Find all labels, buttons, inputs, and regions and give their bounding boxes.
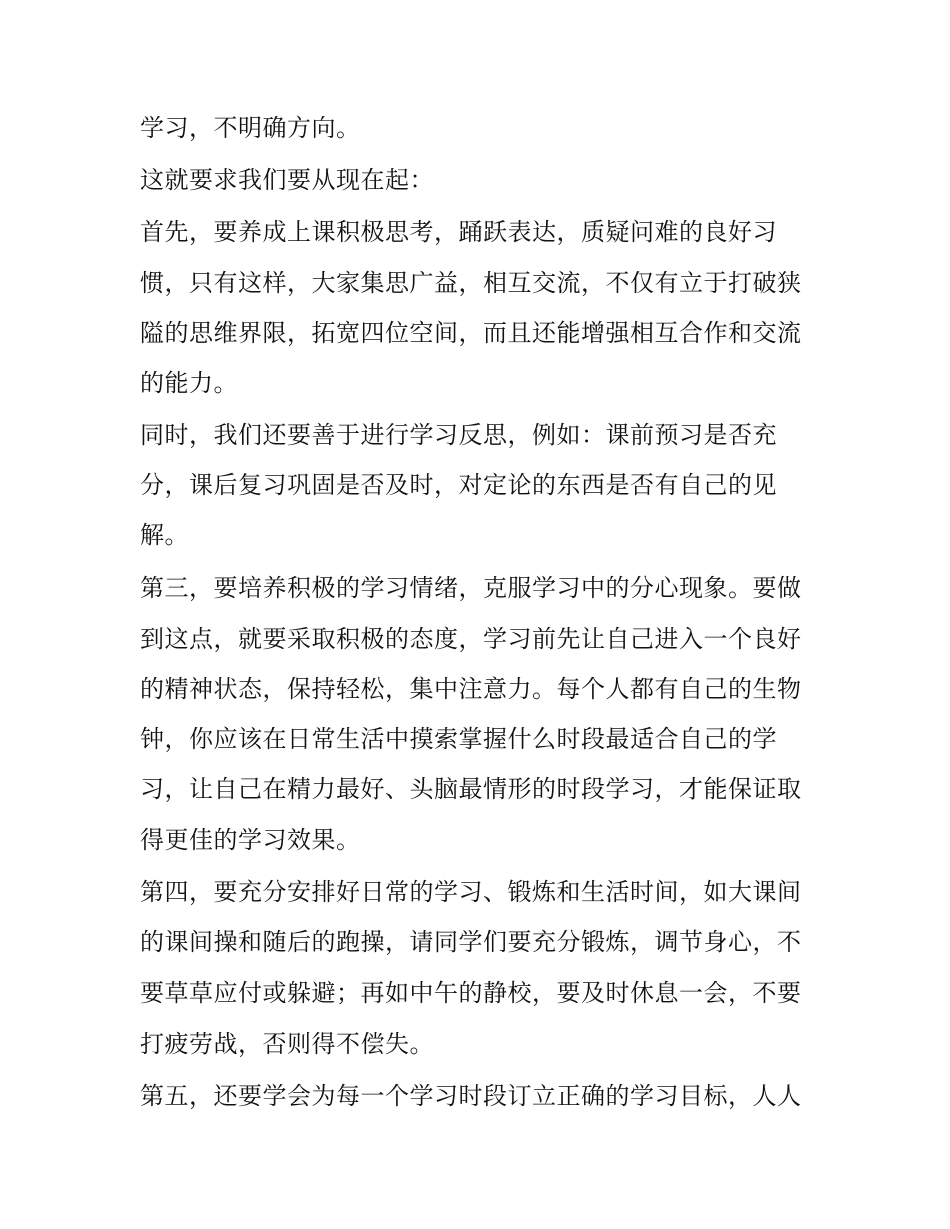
- text-line: 的课间操和随后的跑操，请同学们要充分锻炼，调节身心，不: [140, 928, 802, 956]
- text-line: 到这点，就要采取积极的态度，学习前先让自己进入一个良好: [140, 625, 802, 653]
- text-line: 解。: [140, 521, 189, 549]
- text-line: 惯，只有这样，大家集思广益，相互交流，不仅有立于打破狭: [140, 269, 802, 297]
- text-line: 要草草应付或躲避；再如中午的静校，要及时休息一会，不要: [140, 979, 802, 1007]
- text-line: 得更佳的学习效果。: [140, 826, 361, 854]
- text-line: 这就要求我们要从现在起：: [140, 166, 434, 194]
- text-line: 学习，不明确方向。: [140, 114, 361, 142]
- text-line: 首先，要养成上课积极思考，踊跃表达，质疑问难的良好习: [140, 218, 777, 246]
- text-line: 第四，要充分安排好日常的学习、锻炼和生活时间，如大课间: [140, 878, 802, 906]
- text-line: 隘的思维界限，拓宽四位空间，而且还能增强相互合作和交流: [140, 319, 802, 347]
- text-line: 第三，要培养积极的学习情绪，克服学习中的分心现象。要做: [140, 574, 802, 602]
- text-line: 的能力。: [140, 369, 238, 397]
- text-line: 习，让自己在精力最好、头脑最情形的时段学习，才能保证取: [140, 775, 802, 803]
- text-line: 第五，还要学会为每一个学习时段订立正确的学习目标，人人: [140, 1082, 802, 1110]
- text-line: 的精神状态，保持轻松，集中注意力。每个人都有自己的生物: [140, 675, 802, 703]
- text-line: 同时，我们还要善于进行学习反思，例如：课前预习是否充: [140, 421, 777, 449]
- text-line: 钟，你应该在日常生活中摸索掌握什么时段最适合自己的学: [140, 725, 777, 753]
- text-line: 打疲劳战，否则得不偿失。: [140, 1030, 434, 1058]
- text-line: 分，课后复习巩固是否及时，对定论的东西是否有自己的见: [140, 471, 777, 499]
